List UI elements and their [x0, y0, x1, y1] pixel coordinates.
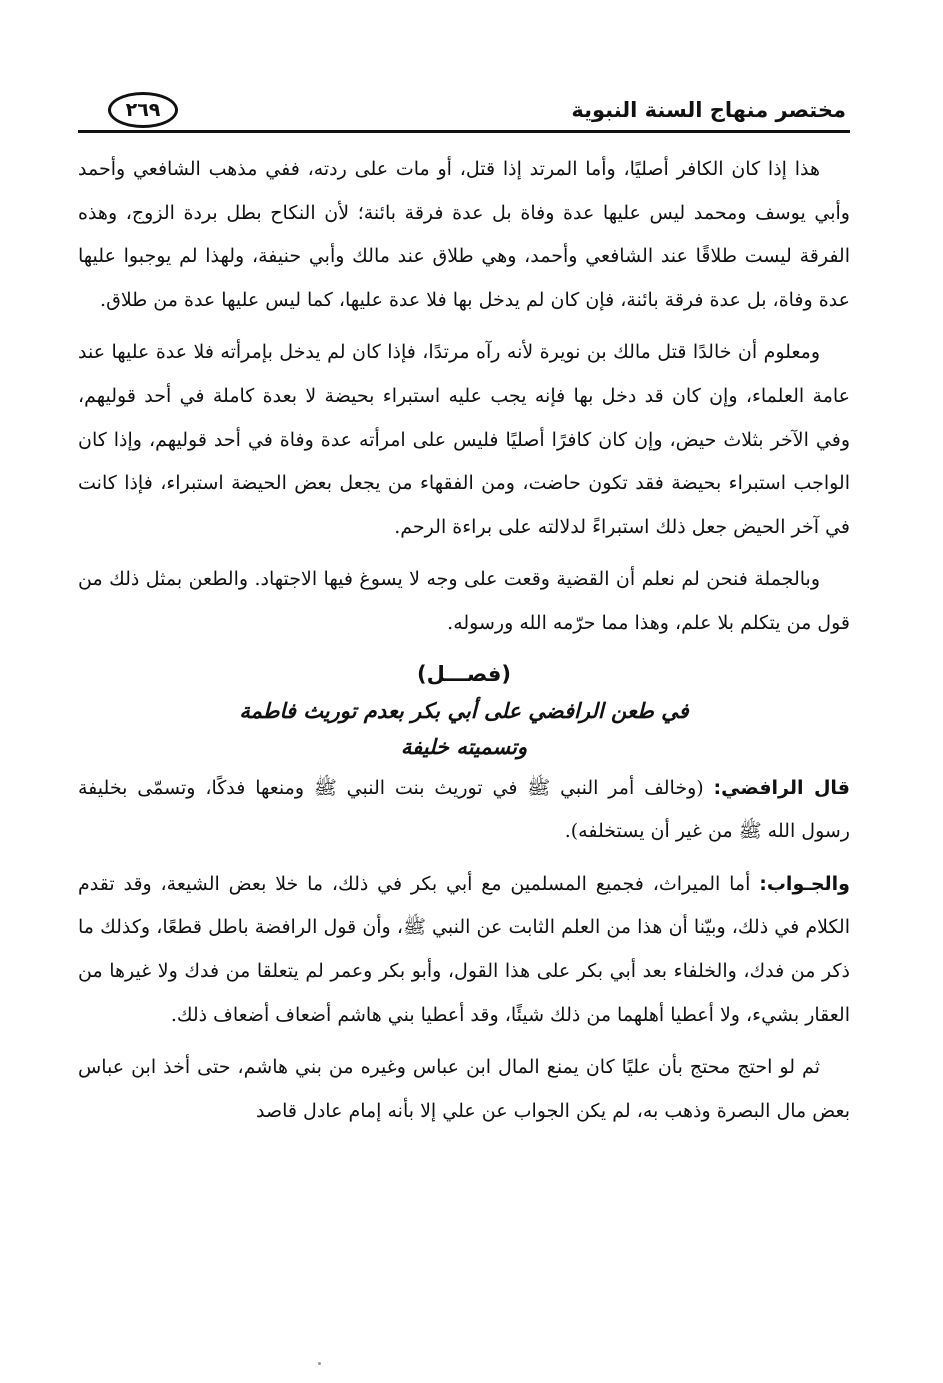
section-title-line-2: وتسميته خليفة — [400, 734, 528, 759]
paragraph-khalid-malik: ومعلوم أن خالدًا قتل مالك بن نويرة لأنه رآه مرتدًا، فإذا كان لم يدخل بإمرأته فلا عدة عليها عند عامة العلماء، وإن كان قد دخل بها فإنه يجب عليه استبراء بحيضة لا بعدة كاملة في أحد قوليهم، وفي الآخر بثلاث حيض، وإن كان كافرًا أصليًا فليس على امرأته عدة وفاة في أحد قوليهم، وإذا كان الواجب استبراء بحيضة فقد تكون حاضت، ومن الفقهاء من يجعل بعض الحيضة استبراء، فإذا كانت في آخر الحيض جعل ذلك استبراءً لدلالته على براءة الرحم. — [78, 341, 850, 538]
answer-lead: والجـواب: — [759, 872, 850, 895]
page-header — [78, 92, 850, 140]
section-label: (فصـــل) — [417, 661, 511, 686]
claim-lead: قال الرافضي: — [713, 776, 851, 799]
section-heading — [78, 655, 850, 765]
section-title-line-1: في طعن الرافضي على أبي بكر بعدم توريث فاطمة — [239, 698, 689, 723]
header-divider — [78, 130, 850, 133]
paragraph-conclusion: وبالجملة فنحن لم نعلم أن القضية وقعت على وجه لا يسوغ فيها الاجتهاد. والطعن بمثل ذلك من قول من يتكلم بلا علم، وهذا مما حرّمه الله ورسوله. — [78, 568, 850, 634]
book-title: مختصر منهاج السنة النبوية — [571, 98, 846, 122]
paragraph-ibn-abbas: ثم لو احتج محتج بأن عليًا كان يمنع المال ابن عباس وغيره من بني هاشم، حتى أخذ ابن عباس بعض مال البصرة وذهب به، لم يكن الجواب عن علي إلا بأنه إمام عادل قاصد — [78, 1056, 850, 1122]
paragraph-answer — [78, 863, 850, 1037]
claim-text: (وخالف أمر النبي ﷺ في توريث بنت النبي ﷺ ومنعها فدكًا، وتسمّى بخليفة رسول الله ﷺ من غير أن يستخلفه). — [78, 776, 850, 843]
paragraph-rafidi-claim — [78, 767, 850, 854]
paragraph-murtad-iddah: هذا إذا كان الكافر أصليًا، وأما المرتد إذا قتل، أو مات على ردته، ففي مذهب الشافعي وأحمد وأبي يوسف ومحمد ليس عليها عدة وفاة بل عدة فرقة بائنة؛ لأن النكاح بطل بردة الزوج، وهذه الفرقة ليست طلاقًا عند الشافعي وأحمد، وهي طلاق عند مالك وأبي حنيفة، ولهذا لم يوجبوا عليها عدة وفاة، بل عدة فرقة بائنة، فإن كان لم يدخل بها فلا عدة عليها، كما ليس عليها عدة من طلاق. — [78, 158, 850, 311]
page-number: ٢٦٩ — [108, 92, 178, 128]
print-speck — [318, 1362, 321, 1365]
answer-text: أما الميراث، فجميع المسلمين مع أبي بكر في ذلك، ما خلا بعض الشيعة، وقد تقدم الكلام في ذلك، وبيّنا أن هذا من العلم الثابت عن النبي ﷺ، وأن قول الرافضة باطل قطعًا، وكذلك ما ذكر من فدك، والخلفاء بعد أبي بكر على هذا القول، وأبو بكر وعمر لم يتعلقا من فدك ولا غيرها من العقار بشيء، ولا أعطيا أهلهما من ذلك شيئًا، وقد أعطيا بني هاشم أضعاف أضعاف ذلك. — [78, 872, 850, 1026]
page-body — [78, 148, 850, 1142]
